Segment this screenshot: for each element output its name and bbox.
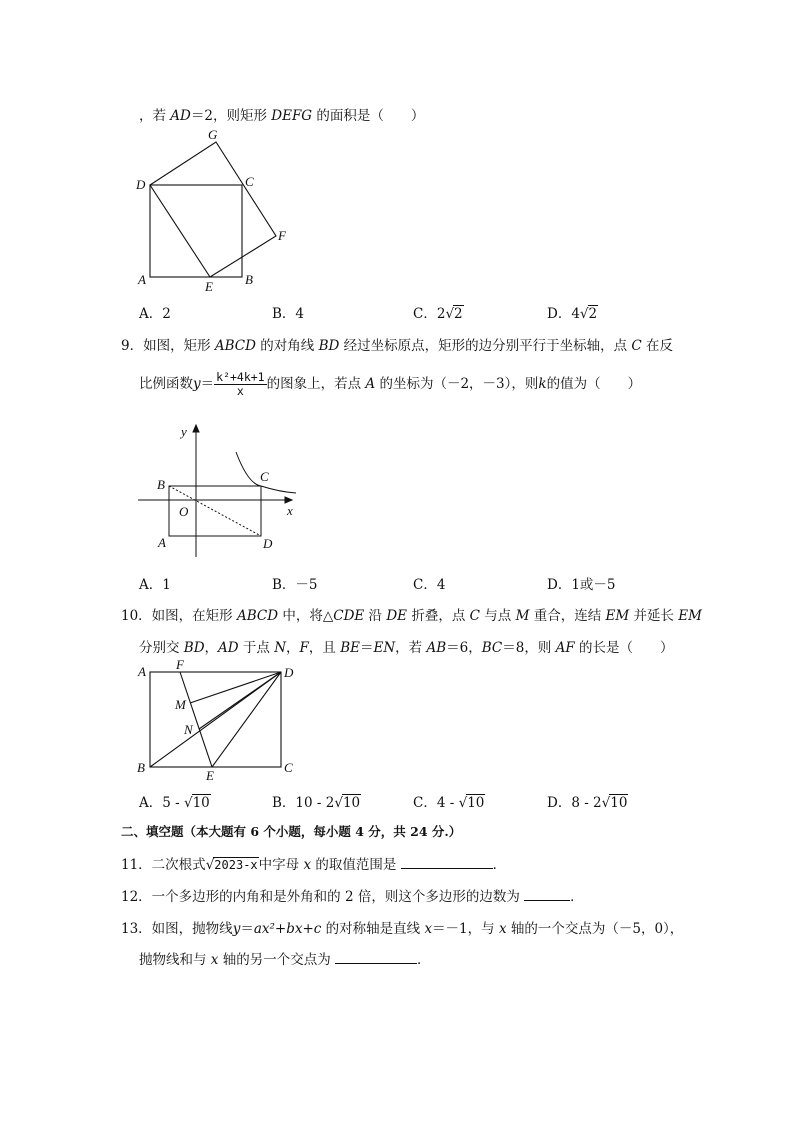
q9-y-arrow — [193, 425, 199, 432]
q10-rectangle-abcd — [150, 672, 281, 767]
q8-label-e: E — [205, 279, 213, 294]
sqrt-sign: √ — [579, 306, 589, 322]
q8-label-c: C — [245, 174, 254, 189]
q9-option-d[interactable]: D．1或－5 — [547, 577, 616, 593]
q8-label-d: D — [136, 177, 146, 192]
q8-square-abcd — [150, 185, 242, 277]
q10-option-d[interactable]: D．8 - 2√10 — [547, 795, 628, 811]
q8-option-b[interactable]: B．4 — [272, 306, 305, 322]
q8-option-a[interactable]: A．2 — [139, 306, 171, 322]
q10-label-c: C — [284, 760, 293, 775]
q10-option-a[interactable]: A．5 - √10 — [139, 795, 210, 811]
q8-label-b: B — [245, 272, 253, 287]
q11-answer-blank[interactable] — [401, 856, 493, 869]
q10-segment-fe — [180, 672, 212, 767]
q10-label-a: A — [138, 664, 146, 679]
section-title-fill-in: 二、填空题（本大题有 6 个小题，每小题 4 分，共 24 分.） — [121, 824, 462, 839]
q10-label-f: F — [176, 657, 184, 672]
q8-option-d[interactable]: D．4√2 — [547, 306, 598, 322]
q10-label-n: N — [184, 722, 193, 737]
q12: 12．一个多边形的内角和是外角和的 2 倍，则这个多边形的边数为 ． — [121, 889, 584, 905]
q9-label-d: D — [263, 536, 273, 551]
q8-label-f: F — [278, 228, 286, 243]
q9-option-a[interactable]: A．1 — [139, 577, 171, 593]
q9-option-c[interactable]: C．4 — [413, 577, 446, 593]
q10-option-c[interactable]: C．4 - √10 — [413, 795, 485, 811]
q9-label-b: B — [157, 477, 165, 492]
sqrt-sign: √ — [183, 795, 193, 811]
q10-label-e: E — [206, 768, 214, 783]
sqrt-sign: √ — [601, 795, 611, 811]
q9-rectangle — [169, 486, 261, 536]
sqrt-sign: √ — [334, 795, 343, 811]
q9-diagonal-bd — [169, 486, 261, 536]
q10-label-d: D — [284, 665, 294, 680]
q9-label-a: A — [158, 535, 166, 550]
q13-answer-blank[interactable] — [335, 951, 417, 964]
q8-rect-defg — [150, 142, 276, 277]
q8-stem-tail: ，若 AD＝2，则矩形 DEFG 的面积是（ ） — [139, 108, 425, 124]
q10-label-m: M — [175, 697, 186, 712]
q10-segment-de — [212, 672, 281, 767]
q9-label-c: C — [260, 469, 269, 484]
q13-line2: 抛物线和与 x 轴的另一个交点为 ． — [139, 952, 431, 968]
q10-stem-line1: 10．如图，在矩形 ABCD 中，将△CDE 沿 DE 折叠，点 C 与点 M 重合，连结 EM 并延长 EM — [121, 608, 702, 624]
q8-option-c[interactable]: C．2√2 — [413, 306, 463, 322]
q9-stem-line1: 9．如图，矩形 ABCD 的对角线 BD 经过坐标原点，矩形的边分别平行于坐标轴，点 C 在反 — [121, 338, 674, 354]
q10-stem-line2: 分别交 BD，AD 于点 N，F，且 BE＝EN，若 AB＝6，BC＝8，则 AF 的长是（ ） — [139, 640, 674, 656]
q13-line1: 13．如图，抛物线y＝ax²+bx+c 的对称轴是直线 x＝－1，与 x 轴的一个交点为（－5，0）， — [121, 921, 684, 937]
sqrt-sign: √ — [205, 857, 215, 873]
q11: 11．二次根式√2023-x中字母 x 的取值范围是 ． — [121, 857, 507, 873]
q10-segment-dn — [199, 672, 281, 729]
q9-label-o: O — [179, 504, 189, 519]
sqrt-sign: √ — [458, 795, 468, 811]
q12-answer-blank[interactable] — [524, 888, 570, 901]
q8-label-g: G — [208, 127, 218, 142]
q8-label-a: A — [138, 272, 146, 287]
q9-fraction: $\frac{\text{k²+4k+1}}{x}$ — [216, 370, 265, 398]
q10-segment-dm — [190, 672, 281, 703]
q9-x-arrow — [285, 497, 292, 503]
q10-label-b: B — [137, 760, 145, 775]
q9-stem-line2: 比例函数y＝ $\frac{\text{k²+4k+1}}{x}$ 的图象上，若点 A 的坐标为（－2，－3），则k的值为（ ） — [139, 370, 642, 398]
q10-option-b[interactable]: B．10 - 2√10 — [272, 795, 361, 811]
q9-option-b[interactable]: B．－5 — [272, 577, 318, 593]
q9-hyperbola — [236, 452, 296, 493]
sqrt-sign: √ — [445, 306, 455, 322]
q10-diagonal-bd — [150, 672, 281, 767]
q9-label-y: y — [181, 424, 187, 439]
q9-label-x: x — [287, 503, 293, 518]
